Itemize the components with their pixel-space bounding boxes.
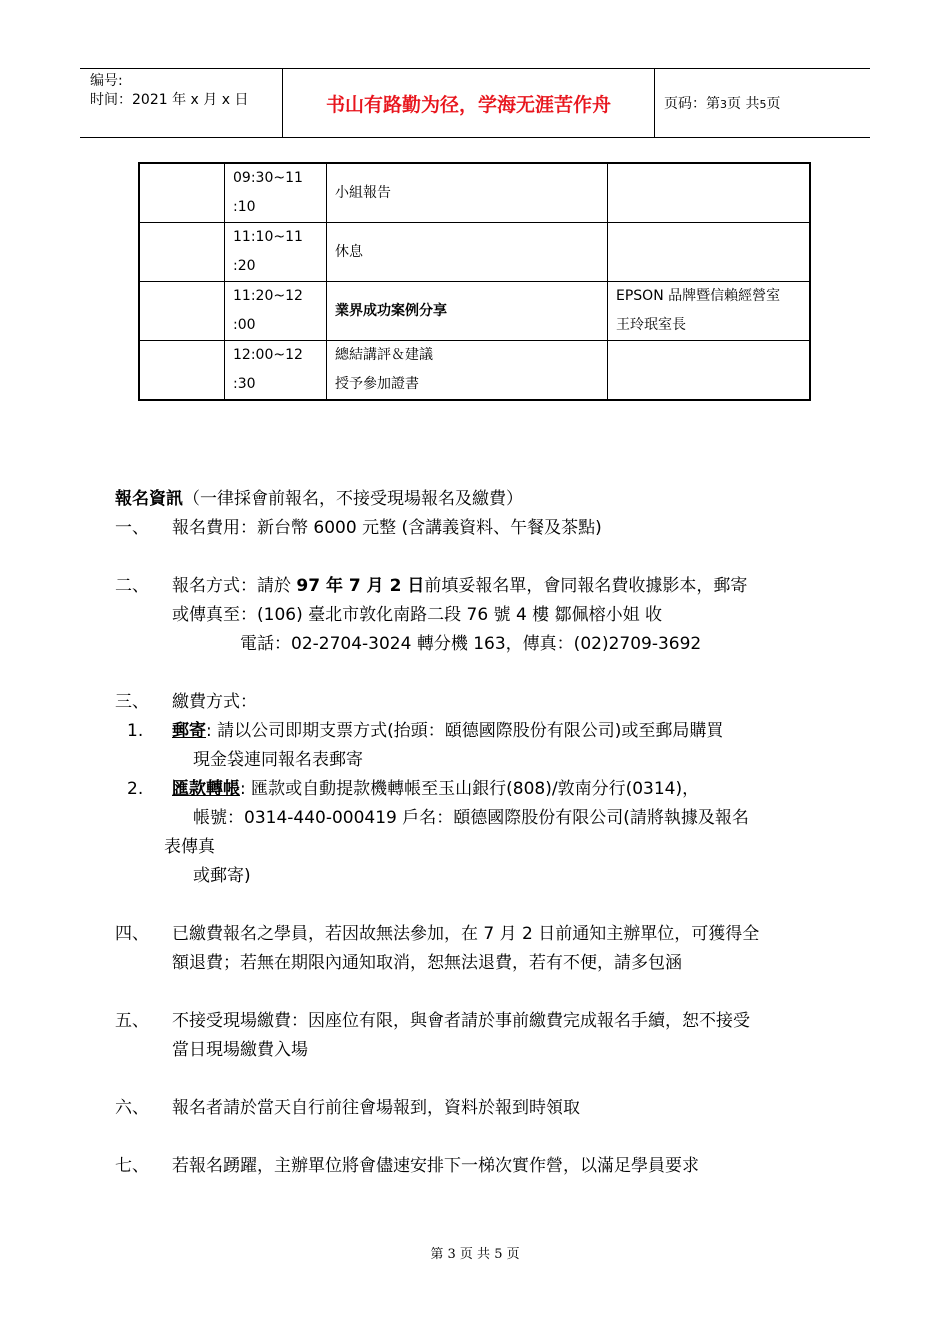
page-prefix: 页码：第 xyxy=(664,96,720,112)
item-cell: 小組報告 xyxy=(327,163,608,223)
contact-text: 電話：02-2704-3024 轉分機 163，傳真：(02)2709-3692 xyxy=(240,634,702,654)
item-marker: 二、 xyxy=(115,576,149,596)
schedule-table xyxy=(138,162,811,401)
speaker-cell xyxy=(608,341,811,401)
header-meta-cell xyxy=(80,69,282,137)
speaker-cell xyxy=(608,163,811,223)
item-marker: 三、 xyxy=(115,692,149,712)
onsite-text: 不接受現場繳費：因座位有限，與會者請於事前繳費完成報名手續，恕不接受 xyxy=(172,1011,750,1031)
time-cell: 12:00~12 :30 xyxy=(225,341,327,401)
number-label: 编号: xyxy=(90,73,123,89)
fee-text: 報名費用：新台幣 6000 元整 (含講義資料、午餐及茶點) xyxy=(172,518,602,538)
time-cell: 11:20~12 :00 xyxy=(225,282,327,341)
table-row xyxy=(139,163,810,223)
payment-number: 1. xyxy=(127,721,144,741)
payment-transfer: 匯款轉帳: 匯款或自動提款機轉帳至玉山銀行(808)/敦南分行(0314)， xyxy=(172,779,700,799)
page-total: 5 xyxy=(759,98,767,111)
table-row xyxy=(139,282,810,341)
page-header xyxy=(80,68,870,138)
registration-heading xyxy=(115,488,523,510)
item-marker: 六、 xyxy=(115,1098,149,1118)
refund-text-cont: 額退費；若無在期限內通知取消，恕無法退費，若有不便，請多包涵 xyxy=(172,953,682,973)
payment-mail: 郵寄: 請以公司即期支票方式(抬頭：頤德國際股份有限公司)或至郵局購買 xyxy=(172,721,724,741)
item-cell: 休息 xyxy=(327,223,608,282)
header-page-cell xyxy=(654,69,870,137)
payment-heading: 繳費方式： xyxy=(172,692,257,712)
item-cell: 業界成功案例分享 xyxy=(327,282,608,341)
checkin-text: 報名者請於當天自行前往會場報到，資料於報到時領取 xyxy=(172,1098,580,1118)
table-cell-blank xyxy=(139,223,225,282)
date-label: 时间：2021 年 x 月 x 日 xyxy=(90,92,249,108)
item-cell: 總結講評＆建議 授予參加證書 xyxy=(327,341,608,401)
address-text: 或傳真至：(106) 臺北市敦化南路二段 76 號 4 樓 鄒佩榕小姐 收 xyxy=(172,605,662,625)
onsite-text-cont: 當日現場繳費入場 xyxy=(172,1040,308,1060)
page-mid: 页 共 xyxy=(727,96,760,112)
time-cell: 11:10~11 :20 xyxy=(225,223,327,282)
item-marker: 四、 xyxy=(115,924,149,944)
table-row xyxy=(139,223,810,282)
account-text-cont: 表傳真 xyxy=(164,837,215,857)
account-text: 帳號：0314-440-000419 戶名：頤德國際股份有限公司(請將執據及報名 xyxy=(193,808,749,828)
table-row xyxy=(139,341,810,401)
account-text-end: 或郵寄) xyxy=(193,866,251,886)
payment-mail-cont: 現金袋連同報名表郵寄 xyxy=(193,750,363,770)
page-suffix: 页 xyxy=(766,96,781,112)
table-cell-blank xyxy=(139,163,225,223)
page-indicator xyxy=(664,95,780,114)
header-motto-cell xyxy=(282,69,655,137)
speaker-cell: EPSON 品牌暨信賴經營室 王玲珉室長 xyxy=(608,282,811,341)
refund-text: 已繳費報名之學員，若因故無法參加，在 7 月 2 日前通知主辦單位，可獲得全 xyxy=(172,924,760,944)
method-text: 報名方式：請於 97 年 7 月 2 日前填妥報名單，會同報名費收據影本，郵寄 xyxy=(172,576,748,596)
table-cell-blank xyxy=(139,282,225,341)
table-cell-blank xyxy=(139,341,225,401)
item-marker: 七、 xyxy=(115,1156,149,1176)
payment-number: 2. xyxy=(127,779,144,799)
item-marker: 一、 xyxy=(115,518,149,538)
item-marker: 五、 xyxy=(115,1011,149,1031)
speaker-cell xyxy=(608,223,811,282)
time-cell: 09:30~11 :10 xyxy=(225,163,327,223)
page-footer: 第 3 页 共 5 页 xyxy=(430,1247,520,1262)
registration-note: （一律採會前報名，不接受現場報名及繳費） xyxy=(183,489,523,509)
next-session-text: 若報名踴躍，主辦單位將會儘速安排下一梯次實作營，以滿足學員要求 xyxy=(172,1156,699,1176)
page-current: 3 xyxy=(720,98,727,111)
motto-text: 书山有路勤为径，学海无涯苦作舟 xyxy=(325,94,611,116)
registration-title: 報名資訊 xyxy=(115,489,183,509)
